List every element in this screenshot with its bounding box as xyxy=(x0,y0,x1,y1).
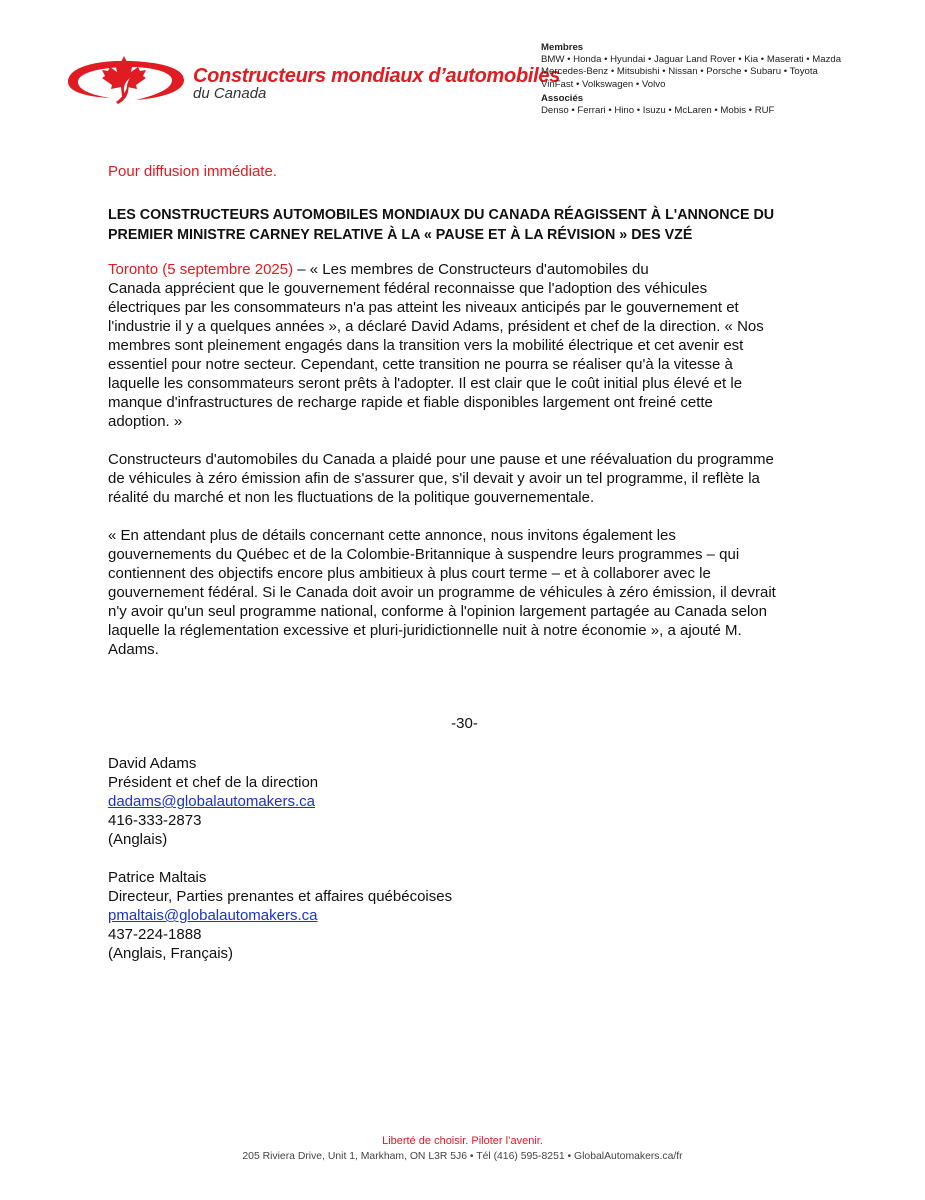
paragraph-line: électriques par les consommateurs n'a pas atteint les niveaux anticipés par le gouvernement et xyxy=(108,299,739,316)
contact-title: Directeur, Parties prenantes et affaires québécoises xyxy=(108,888,453,905)
paragraph-line: laquelle les consommateurs seront prêts à l'adopter. Il est clair que le coût initial plus élevé et le xyxy=(108,375,743,392)
paragraph-line: n'y avoir qu'un seul programme national, conforme à l'opinion largement partagée au Canada selon xyxy=(108,603,767,620)
paragraph-line: manque d'infrastructures de recharge rapide et fiable disponibles largement ont freiné cette xyxy=(108,394,713,411)
associates-label: Associés xyxy=(541,92,584,104)
paragraph-line: essentiel pour notre secteur. Cependant, cette transition ne pourra se réaliser qu'à la vitesse à xyxy=(108,356,733,373)
paragraph-line: Adams. xyxy=(108,641,159,658)
end-mark-text: -30- xyxy=(451,715,478,732)
maple-leaf-swoosh-icon xyxy=(60,52,190,112)
release-note: Pour diffusion immédiate. xyxy=(108,163,277,180)
members-line: VinFast • Volkswagen • Volvo xyxy=(541,78,666,90)
paragraph-line: contiennent des objectifs encore plus ambitieux à plus court terme – et à collaborer avec le xyxy=(108,565,711,582)
headline-line: PREMIER MINISTRE CARNEY RELATIVE À LA « PAUSE ET À LA RÉVISION » DES VZÉ xyxy=(108,227,693,243)
paragraph-line: de véhicules à zéro émission afin de s'assurer que, s'il devait y avoir un tel programme, il reflète la xyxy=(108,470,760,487)
paragraph-line: l'industrie il y a quelques années », a déclaré David Adams, président et chef de la direction. « Nos xyxy=(108,318,764,335)
paragraph-line: membres sont pleinement engagés dans la transition vers la mobilité électrique et cet avenir est xyxy=(108,337,744,354)
contact-languages: (Anglais) xyxy=(108,831,168,848)
organization-logo xyxy=(60,52,561,112)
logo-title: Constructeurs mondiaux d’automobiles xyxy=(193,65,561,87)
paragraph-line: « En attendant plus de détails concernant cette annonce, nous invitons également les xyxy=(108,527,676,544)
paragraph-3 xyxy=(108,526,828,659)
contact-phone: 416-333-2873 xyxy=(108,812,202,829)
contact-languages: (Anglais, Français) xyxy=(108,945,234,962)
paragraph-line: gouvernement fédéral. Si le Canada doit avoir un programme de véhicules à zéro émission, il devrait xyxy=(108,584,776,601)
paragraph-line: gouvernements du Québec et de la Colombie-Britannique à suspendre leurs programmes – qui xyxy=(108,546,740,563)
headline-line: LES CONSTRUCTEURS AUTOMOBILES MONDIAUX DU CANADA RÉAGISSENT À L'ANNONCE DU xyxy=(108,207,775,223)
paragraph-line: réalité du marché et non les fluctuations de la politique gouvernementale. xyxy=(108,489,595,506)
members-line: BMW • Honda • Hyundai • Jaguar Land Rover • Kia • Maserati • Mazda xyxy=(541,54,842,66)
contact-block xyxy=(108,868,452,963)
paragraph-line: Constructeurs d'automobiles du Canada a plaidé pour une pause et une réévaluation du programme xyxy=(108,451,774,468)
contact-name: David Adams xyxy=(108,755,197,772)
members-list xyxy=(541,42,891,117)
members-label: Membres xyxy=(541,42,584,53)
end-mark xyxy=(0,715,925,732)
associates-line: Denso • Ferrari • Hino • Isuzu • McLaren • Mobis • RUF xyxy=(541,105,775,117)
contact-name: Patrice Maltais xyxy=(108,869,207,886)
contact-email-link[interactable]: pmaltais@globalautomakers.ca xyxy=(108,907,318,924)
contact-title: Président et chef de la direction xyxy=(108,774,319,791)
press-release-body xyxy=(108,163,828,659)
paragraph-line: Canada apprécient que le gouvernement fédéral reconnaisse que l'adoption des véhicules xyxy=(108,280,708,297)
contact-phone: 437-224-1888 xyxy=(108,926,202,943)
paragraph-2 xyxy=(108,450,828,507)
footer-address: 205 Riviera Drive, Unit 1, Markham, ON L3R 5J6 • Tél (416) 595-8251 • GlobalAutomakers.ca/fr xyxy=(242,1151,683,1162)
members-line: Mercedes-Benz • Mitsubishi • Nissan • Porsche • Subaru • Toyota xyxy=(541,66,818,78)
dateline: Toronto (5 septembre 2025) xyxy=(108,261,294,278)
headline xyxy=(108,205,828,245)
contact-email-link[interactable]: dadams@globalautomakers.ca xyxy=(108,793,316,810)
paragraph-line: laquelle la réglementation excessive et pluri-juridictionnelle nuit à notre économie », a ajouté M. xyxy=(108,622,742,639)
contact-block xyxy=(108,754,318,849)
footer-slogan: Liberté de choisir. Piloter l’avenir. xyxy=(382,1135,543,1147)
paragraph-line: – « Les membres de Constructeurs d'automobiles du xyxy=(293,261,649,278)
page-footer xyxy=(0,1134,925,1164)
paragraph-1 xyxy=(108,260,828,431)
paragraph-line: adoption. » xyxy=(108,413,183,430)
logo-subtitle: du Canada xyxy=(193,85,267,102)
